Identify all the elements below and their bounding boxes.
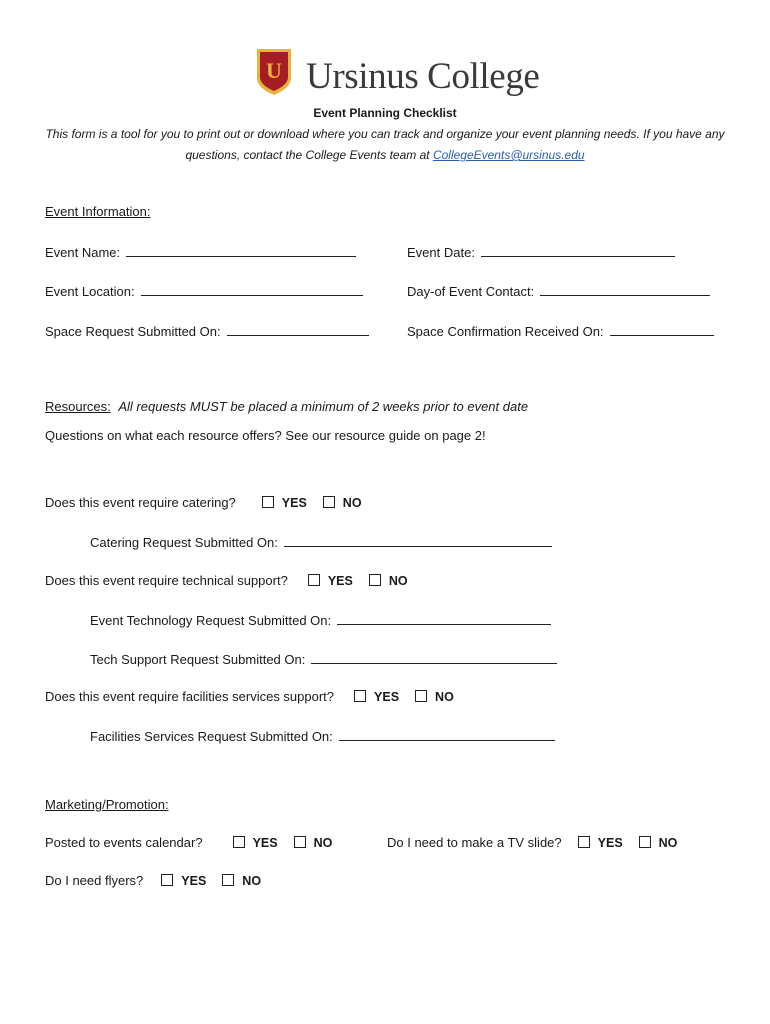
- form-title: Event Planning Checklist: [313, 106, 457, 120]
- space-submitted-label: Space Request Submitted On:: [45, 324, 221, 339]
- day-of-contact-label: Day-of Event Contact:: [407, 284, 535, 299]
- space-submitted-field[interactable]: [227, 323, 369, 336]
- calendar-question: Posted to events calendar?: [45, 835, 203, 850]
- facilities-submitted-row: [90, 728, 555, 744]
- email-link[interactable]: CollegeEvents@ursinus.edu: [432, 148, 585, 162]
- event-tech-submitted-row: [90, 612, 551, 628]
- resources-heading: Resources:: [45, 399, 111, 414]
- flyers-no-checkbox[interactable]: [222, 874, 234, 886]
- event-date-field[interactable]: [481, 244, 675, 257]
- catering-row: [45, 495, 362, 510]
- resources-note: All requests MUST be placed a minimum of 2 weeks prior to event date: [118, 399, 529, 414]
- facilities-submitted-label: Facilities Services Request Submitted On:: [90, 729, 333, 744]
- calendar-yes-label: YES: [252, 836, 278, 850]
- tv-slide-yes-checkbox[interactable]: [578, 836, 590, 848]
- resources-heading-row: [45, 399, 528, 414]
- event-tech-submitted-field[interactable]: [337, 612, 551, 625]
- event-info-heading: Event Information:: [45, 204, 151, 219]
- tv-slide-yes-label: YES: [597, 836, 623, 850]
- ursinus-shield-logo: [256, 48, 292, 96]
- space-confirmed-field[interactable]: [610, 323, 714, 336]
- day-of-contact-row: [407, 283, 710, 299]
- facilities-yes-checkbox[interactable]: [354, 690, 366, 702]
- space-submitted-row: [45, 323, 369, 339]
- marketing-heading: Marketing/Promotion:: [45, 797, 169, 812]
- catering-submitted-row: [90, 534, 552, 550]
- tech-support-submitted-label: Tech Support Request Submitted On:: [90, 652, 306, 667]
- tech-yes-label: YES: [327, 574, 353, 588]
- logo-wordmark: Ursinus College: [306, 56, 540, 97]
- catering-yes-label: YES: [281, 496, 307, 510]
- catering-question: Does this event require catering?: [45, 495, 236, 510]
- calendar-no-label: NO: [313, 836, 333, 850]
- tech-no-label: NO: [388, 574, 408, 588]
- event-location-label: Event Location:: [45, 284, 135, 299]
- calendar-no-checkbox[interactable]: [294, 836, 306, 848]
- flyers-no-label: NO: [242, 874, 262, 888]
- tech-no-checkbox[interactable]: [369, 574, 381, 586]
- tv-slide-no-checkbox[interactable]: [639, 836, 651, 848]
- day-of-contact-field[interactable]: [540, 283, 710, 296]
- tv-slide-no-label: NO: [658, 836, 678, 850]
- facilities-yes-label: YES: [374, 690, 400, 704]
- catering-yes-checkbox[interactable]: [262, 496, 274, 508]
- event-date-label: Event Date:: [407, 245, 475, 260]
- calendar-row: [45, 835, 332, 850]
- flyers-row: [45, 873, 261, 888]
- flyers-yes-checkbox[interactable]: [161, 874, 173, 886]
- tech-question: Does this event require technical support?: [45, 573, 288, 588]
- facilities-row: [45, 689, 454, 704]
- facilities-question: Does this event require facilities services support?: [45, 689, 335, 704]
- intro-text: This form is a tool for you to print out or download where you can track and organize your event planning needs. If you have any questions, contact the College Events team at: [45, 127, 725, 162]
- catering-submitted-field[interactable]: [284, 534, 552, 547]
- event-location-field[interactable]: [141, 283, 363, 296]
- event-name-label: Event Name:: [45, 245, 121, 260]
- tech-support-submitted-field[interactable]: [311, 651, 557, 664]
- space-confirmed-row: [407, 323, 714, 339]
- calendar-yes-checkbox[interactable]: [233, 836, 245, 848]
- facilities-submitted-field[interactable]: [339, 728, 555, 741]
- tech-yes-checkbox[interactable]: [308, 574, 320, 586]
- catering-no-checkbox[interactable]: [323, 496, 335, 508]
- tech-row: [45, 573, 408, 588]
- event-tech-submitted-label: Event Technology Request Submitted On:: [90, 613, 332, 628]
- catering-submitted-label: Catering Request Submitted On:: [90, 535, 278, 550]
- form-intro: [40, 124, 730, 166]
- resource-guide-text: Questions on what each resource offers? See our resource guide on page 2!: [45, 428, 486, 443]
- event-name-row: [45, 244, 356, 260]
- logo-letter: U: [266, 58, 282, 83]
- facilities-no-label: NO: [435, 690, 454, 704]
- flyers-yes-label: YES: [181, 874, 207, 888]
- catering-no-label: NO: [342, 496, 362, 510]
- tech-support-submitted-row: [90, 651, 557, 667]
- tv-slide-question: Do I need to make a TV slide?: [387, 835, 562, 850]
- flyers-question: Do I need flyers?: [45, 873, 144, 888]
- event-name-field[interactable]: [126, 244, 356, 257]
- space-confirmed-label: Space Confirmation Received On:: [407, 324, 604, 339]
- event-date-row: [407, 244, 675, 260]
- event-location-row: [45, 283, 363, 299]
- facilities-no-checkbox[interactable]: [415, 690, 427, 702]
- tv-slide-row: [387, 835, 677, 850]
